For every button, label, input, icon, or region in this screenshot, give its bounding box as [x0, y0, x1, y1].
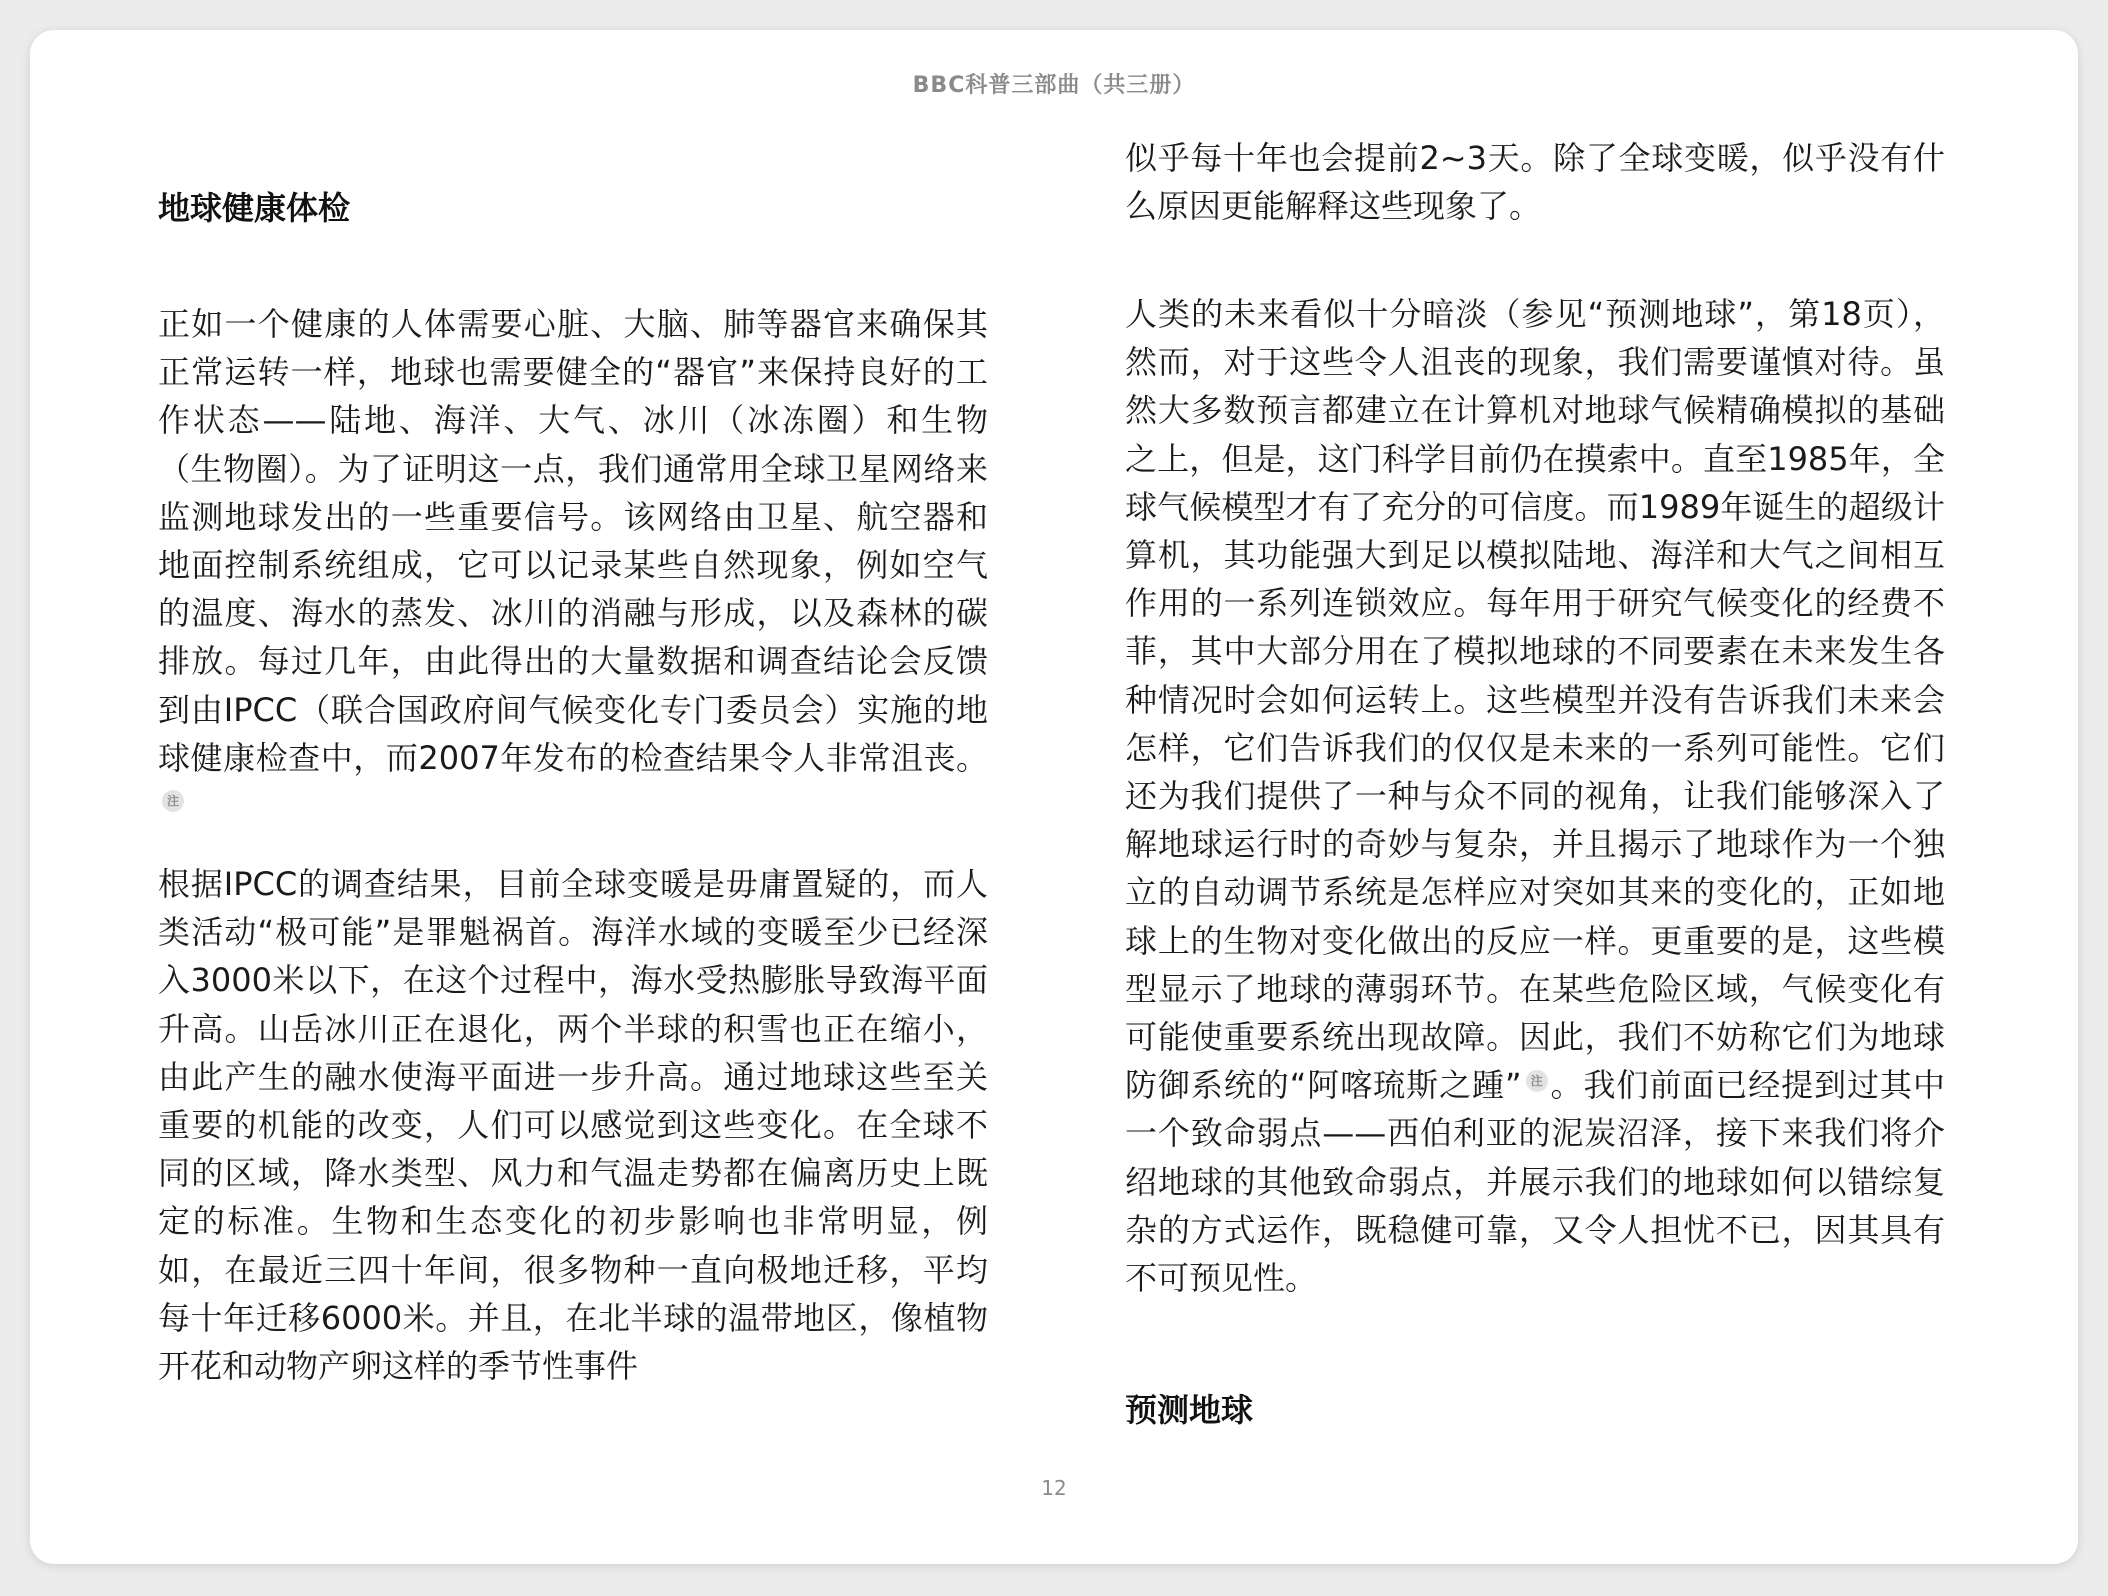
footnote-icon[interactable]: 注: [1526, 1070, 1548, 1092]
section-heading-predict-earth: 预测地球: [1125, 1391, 1254, 1429]
paragraph: [158, 860, 988, 1390]
paragraph-text: 根据IPCC的调查结果，目前全球变暖是毋庸置疑的，而人类活动“极可能”是罪魁祸首。海洋水域的变暖至少已经深入3000米以下，在这个过程中，海水受热膨胀导致海平面升高。山岳冰川正在退化，两个半球的积雪也正在缩小，由此产生的融水使海平面进一步升高。通过地球这些至关重要的机能的改变，人们可以感觉到这些变化。在全球不同的区域，降水类型、风力和气温走势都在偏离历史上既定的标准。生物和生态变化的初步影响也非常明显，例如，在最近三四十年间，很多物种一直向极地迁移，平均每十年迁移6000米。并且，在北半球的温带地区，像植物开花和动物产卵这样的季节性事件: [158, 865, 988, 1386]
footnote-icon[interactable]: 注: [162, 790, 184, 812]
paragraph-text: 人类的未来看似十分暗淡（参见“预测地球”，第18页），然而，对于这些令人沮丧的现象，我们需要谨慎对待。虽然大多数预言都建立在计算机对地球气候精确模拟的基础之上，但是，这门科学目前仍在摸索中。直至1985年，全球气候模型才有了充分的可信度。而1989年诞生的超级计算机，其功能强大到足以模拟陆地、海洋和大气之间相互作用的一系列连锁效应。每年用于研究气候变化的经费不菲，其中大部分用在了模拟地球的不同要素在未来发生各种情况时会如何运转上。这些模型并没有告诉我们未来会怎样，它们告诉我们的仅仅是未来的一系列可能性。它们还为我们提供了一种与众不同的视角，让我们能够深入了解地球运行时的奇妙与复杂，并且揭示了地球作为一个独立的自动调节系统是怎样应对突如其来的变化的，正如地球上的生物对变化做出的反应一样。更重要的是，这些模型显示了地球的薄弱环节。在某些危险区域，气候变化有可能使重要系统出现故障。因此，我们不妨称它们为地球防御系统的“阿喀琉斯之踵”: [1125, 295, 1945, 1105]
section-heading-earth-checkup: 地球健康体检: [158, 189, 351, 227]
paragraph: [1125, 290, 1945, 1302]
paragraph-text: 似乎每十年也会提前2~3天。除了全球变暖，似乎没有什么原因更能解释这些现象了。: [1125, 139, 1945, 226]
book-page: [30, 30, 2078, 1564]
paragraph-text: 正如一个健康的人体需要心脏、大脑、肺等器官来确保其正常运转一样，地球也需要健全的“器官”来保持良好的工作状态——陆地、海洋、大气、冰川（冰冻圈）和生物（生物圈）。为了证明这一点，我们通常用全球卫星网络来监测地球发出的一些重要信号。该网络由卫星、航空器和地面控制系统组成，它可以记录某些自然现象，例如空气的温度、海水的蒸发、冰川的消融与形成，以及森林的碳排放。每过几年，由此得出的大量数据和调查结论会反馈到由IPCC（联合国政府间气候变化专门委员会）实施的地球健康检查中，而2007年发布的检查结果令人非常沮丧。: [158, 305, 988, 777]
paragraph-text: 。我们前面已经提到过其中一个致命弱点——西伯利亚的泥炭沼泽，接下来我们将介绍地球的其他致命弱点，并展示我们的地球如何以错综复杂的方式运作，既稳健可靠，又令人担忧不已，因其具有不可预见性。: [1125, 1066, 1945, 1298]
book-title: BBC科普三部曲（共三册）: [912, 73, 1196, 98]
paragraph: [158, 300, 988, 830]
paragraph: [1125, 134, 1945, 230]
page-number: 12: [1041, 1476, 1067, 1500]
